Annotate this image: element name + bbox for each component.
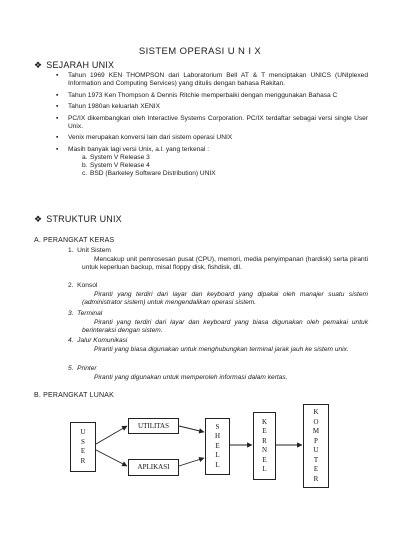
hardware-item-desc: Piranti yang terdiri dari layar dan keyboard yang biasa digunakan oleh pemakai untuk berinteraksi dengan sistem. [82,319,368,334]
utilitas-label: UTILITAS [138,422,169,430]
list-item: ▪ Tahun 1969 KEN THOMPSON dari Laboratorium Bell AT & T menciptakan UNICS (UNIplexed Information and Computing Services) yang ditulis dengan bahasa Rakitan. [68,72,368,88]
sub-list-label: c. [82,169,88,177]
user-box [70,422,96,472]
aplikasi-label: APLIKASI [137,463,170,471]
diamond-bullet-icon: ❖ [34,214,43,224]
perangkat-keras-heading: A. PERANGKAT KERAS [34,237,115,244]
kernel-box [253,412,276,480]
list-item [68,146,368,178]
sub-list-label: a. [82,153,88,161]
hardware-item-desc: Piranti yang terdiri dari layar dan keyboard yang dipakai oleh manajer suatu sistem (administrator sistem) untuk mengendalikan operasi sistem. [82,291,368,306]
struktur-heading-text: STRUKTUR UNIX [46,214,122,224]
kernel-label: K E R N E L [261,417,268,473]
arrow-aplikasi-shell [179,458,204,466]
komputer-label: K O M P U T E R [312,408,320,483]
sub-list-label: b. [82,161,88,169]
arrow-user-aplikasi [96,450,127,466]
shell-box [205,418,230,475]
sejarah-list [68,72,368,178]
sub-list-item [68,154,368,162]
sejarah-heading-text: SEJARAH UNIX [46,60,115,70]
arrow-user-utilitas [96,426,127,444]
shell-label: S H E L L [214,422,221,469]
list-item-text: Masih banyak lagi versi Unix, a.l. yang terkenal : [68,145,210,153]
sub-list [68,154,368,178]
list-item: ▪ Venix merupakan konversi lain dari sistem operasi UNIX [68,134,368,142]
sub-list-text: BSD (Barkeley Software Distribution) UNIX [90,169,216,177]
utilitas-box [128,418,179,434]
sub-list-item [68,170,368,178]
sub-list-text: System V Release 3 [90,153,150,161]
list-item: ▪ Tahun 1973 Ken Thompson & Dennis Ritchie memperbaiki dengan menggunakan Bahasa C [68,92,368,100]
hardware-item-title: 3. Terminal [68,310,103,317]
list-item: ▪ Tahun 1980an keluarlah XENIX [68,103,368,111]
hardware-item-title: 1. Unit Sistem [68,247,111,254]
hardware-item-title: 4. Jalur Komunikasi [68,337,128,344]
page-title: SISTEM OPERASI U N I X [138,46,262,57]
diamond-bullet-icon: ❖ [34,60,43,70]
hardware-item-title: 2. Konsol [68,282,98,289]
user-label: U S E R [80,428,86,465]
hardware-item-desc: Piranti yang digunakan untuk memperoleh informasi dalam kertas. [94,374,288,381]
section-heading-struktur [34,214,122,225]
sub-list-text: System V Release 4 [90,161,150,169]
komputer-box [303,404,329,488]
aplikasi-box [128,459,179,476]
perangkat-lunak-heading: B. PERANGKAT LUNAK [34,392,114,399]
sub-list-item [68,162,368,170]
hardware-item-title: 5. Printer [68,365,97,372]
section-heading-sejarah [34,60,114,71]
hardware-item-desc: Piranti yang biasa digunakan untuk menghubungkan terminal jarak jauh ke sistem unix. [94,346,349,353]
arrow-utilitas-shell [179,426,204,432]
list-item: ▪ PC/IX dikembangkan oleh Interactive Systems Corporation. PC/IX terdaftar sebagai versi single User Unix. [68,115,368,131]
hardware-item-desc: Mencakup unit pemrosesan pusat (CPU), memori, media penyimpanan (hardisk) serta piranti untuk keperluan backup, misal floppy disk, fishdisk, dll. [82,256,368,271]
